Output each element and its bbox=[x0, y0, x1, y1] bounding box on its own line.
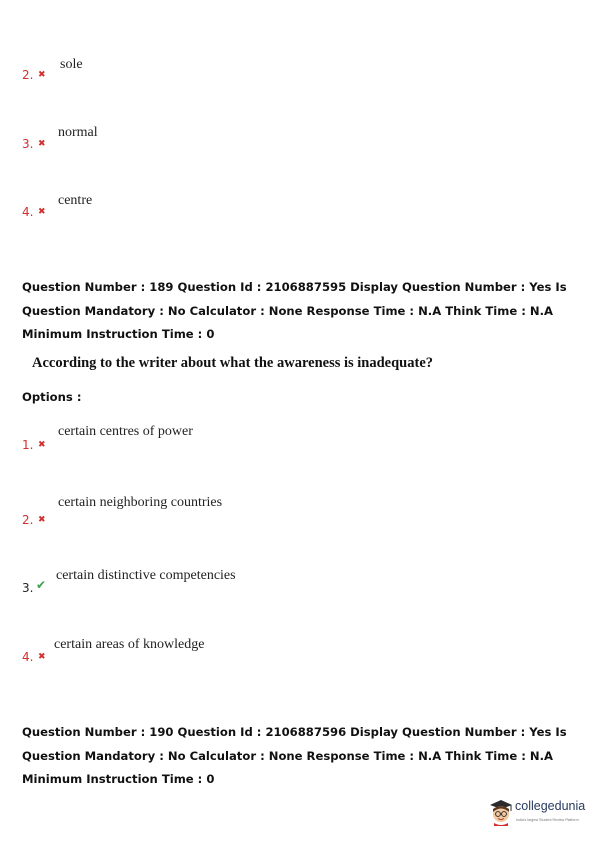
collegedunia-logo bbox=[487, 796, 587, 832]
options-label: Options : bbox=[22, 390, 82, 404]
question-text: According to the writer about what the awareness is inadequate? bbox=[32, 355, 434, 371]
option-number: 2. bbox=[22, 68, 34, 82]
option-number: 3. bbox=[22, 137, 34, 151]
cross-icon: ✖ bbox=[38, 440, 46, 450]
cross-icon: ✖ bbox=[38, 652, 46, 662]
option-text: centre bbox=[58, 193, 93, 208]
option-number: 4. bbox=[22, 205, 34, 219]
option-text: sole bbox=[60, 57, 83, 72]
cross-icon: ✖ bbox=[38, 139, 46, 149]
option-text: normal bbox=[58, 125, 98, 140]
student-mascot-icon bbox=[487, 796, 515, 826]
logo-tagline: India's largest Student Review Platform bbox=[516, 818, 579, 822]
check-icon: ✔ bbox=[36, 578, 47, 592]
cross-icon: ✖ bbox=[38, 207, 46, 217]
option-text: certain distinctive competencies bbox=[56, 568, 236, 583]
option-number: 2. bbox=[22, 513, 34, 527]
option-number: 3. bbox=[22, 581, 34, 595]
cross-icon: ✖ bbox=[38, 515, 46, 525]
option-number: 1. bbox=[22, 438, 34, 452]
logo-wordmark: collegedunia bbox=[515, 799, 586, 813]
question-metadata: Question Number : 190 Question Id : 2106887596 Display Question Number : Yes Is Question Mandatory : No Calculator : None Response Time : N.A Think Time : N.A Minimum Instruction Time : 0 bbox=[22, 725, 567, 786]
option-number: 4. bbox=[22, 650, 34, 664]
option-text: certain centres of power bbox=[58, 424, 193, 439]
question-metadata: Question Number : 189 Question Id : 2106887595 Display Question Number : Yes Is Question Mandatory : No Calculator : None Response Time : N.A Think Time : N.A Minimum Instruction Time : 0 bbox=[22, 280, 567, 341]
cross-icon: ✖ bbox=[38, 70, 46, 80]
option-text: certain areas of knowledge bbox=[54, 637, 205, 652]
option-text: certain neighboring countries bbox=[58, 495, 223, 510]
